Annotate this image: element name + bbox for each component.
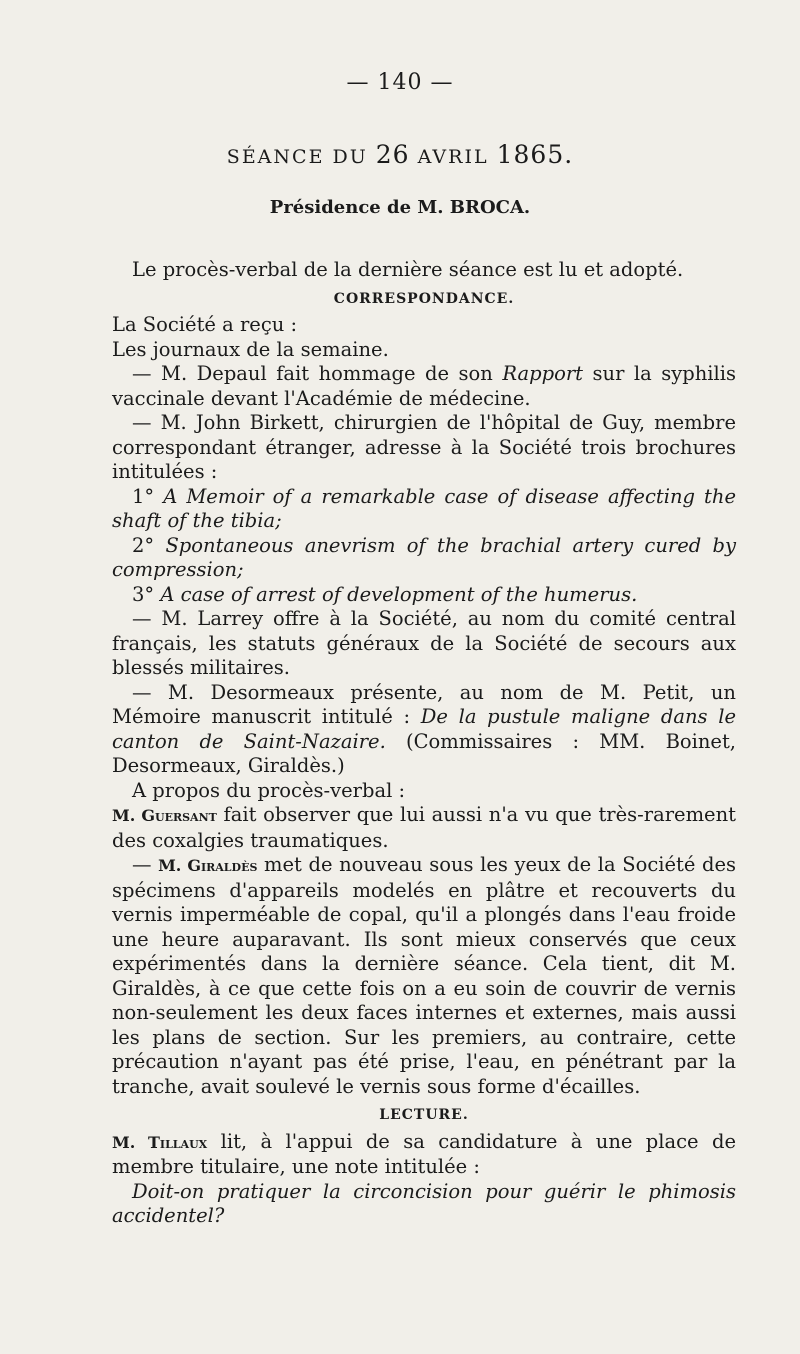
session-month: AVRIL (417, 146, 489, 168)
depaul-text-before: — M. Depaul fait hommage de son (132, 362, 493, 385)
guersant-name: M. Guersant (112, 806, 217, 825)
apropos-line: A propos du procès-verbal : (132, 778, 406, 802)
birkett-paragraph: — M. John Birkett, chirurgien de l'hôpital de Guy, membre correspondant étranger, adresse à la Société trois brochures intitulées : (112, 411, 736, 483)
brochure-number: 3° (132, 582, 155, 606)
desormeaux-text-before: — M. Desormeaux présente, au nom de M. Petit, un Mémoire manuscrit intitulé : (112, 680, 736, 728)
brochure-item (112, 583, 736, 608)
tillaux-note-title: Doit-on pratiquer la circoncision pour guérir le phimosis accidentel? (112, 1179, 736, 1227)
giraldes-name: M. Giraldès (158, 856, 258, 875)
session-year: 1865. (496, 140, 574, 169)
giraldes-paragraph (112, 853, 736, 1099)
brochure-title: Spontaneous anevrism of the brachial artery cured by compression; (112, 533, 736, 581)
session-prefix: SÉANCE DU (226, 146, 368, 168)
journaux-line: Les journaux de la semaine. (112, 337, 389, 361)
correspondance-heading: CORRESPONDANCE. (333, 290, 515, 307)
presidence-line: Présidence de M. BROCA. (269, 197, 531, 218)
depaul-text-after: sur la syphilis vaccinale devant l'Académie de médecine. (112, 362, 737, 410)
larrey-paragraph: — M. Larrey offre à la Société, au nom du comité central français, les statuts généraux de la Société de secours aux blessés militaires. (112, 607, 736, 679)
session-heading (0, 140, 800, 169)
page-number: — 140 — (346, 70, 454, 95)
desormeaux-paragraph (112, 681, 736, 779)
brochure-number: 2° (132, 533, 155, 557)
guersant-text: fait observer que lui aussi n'a vu que très-rarement des coxalgies traumatiques. (112, 803, 736, 852)
desormeaux-text-after: (Commissaires : MM. Boinet, Desormeaux, Giraldès.) (112, 729, 737, 777)
correspondance-intro: La Société a reçu : (112, 313, 298, 336)
brochure-title: A case of arrest of development of the humerus. (160, 582, 638, 606)
giraldes-dash: — (132, 853, 152, 876)
depaul-title: Rapport (502, 362, 583, 385)
brochure-title: A Memoir of a remarkable case of disease affecting the shaft of the tibia; (112, 484, 736, 532)
guersant-paragraph (112, 803, 736, 853)
depaul-paragraph (112, 362, 736, 411)
lecture-heading: LECTURE. (379, 1107, 469, 1123)
session-day: 26 (375, 140, 410, 169)
tillaux-paragraph (112, 1130, 736, 1180)
tillaux-text: lit, à l'appui de sa candidature à une place de membre titulaire, une note intitulée : (112, 1129, 736, 1178)
brochure-item (112, 485, 736, 534)
proces-verbal-paragraph: Le procès-verbal de la dernière séance est lu et adopté. (132, 258, 684, 281)
desormeaux-title: De la pustule maligne dans le canton de Saint-Nazaire. (112, 705, 737, 753)
brochure-number: 1° (132, 484, 155, 508)
body-section-1 (112, 258, 736, 1229)
giraldes-text: met de nouveau sous les yeux de la Société des spécimens d'appareils modelés en plâtre et recouverts du vernis imperméable de copal, qu'il a plongés dans l'eau froide une heure auparavant. Ils sont mieux conservés que ceux expérimentés dans la dernière séance. Cela tient, dit M. Giraldès, à ce que cette fois on a eu soin de couvrir de vernis non-seulement les deux faces internes et externes, mais aussi les plans de section. Sur les premiers, au contraire, cette précaution n'ayant pas été prise, l'eau, en pénétrant par la tranche, avait soulevé le vernis sous forme d'écailles. (112, 853, 737, 1098)
brochure-item (112, 534, 736, 583)
tillaux-name: M. Tillaux (112, 1132, 208, 1152)
